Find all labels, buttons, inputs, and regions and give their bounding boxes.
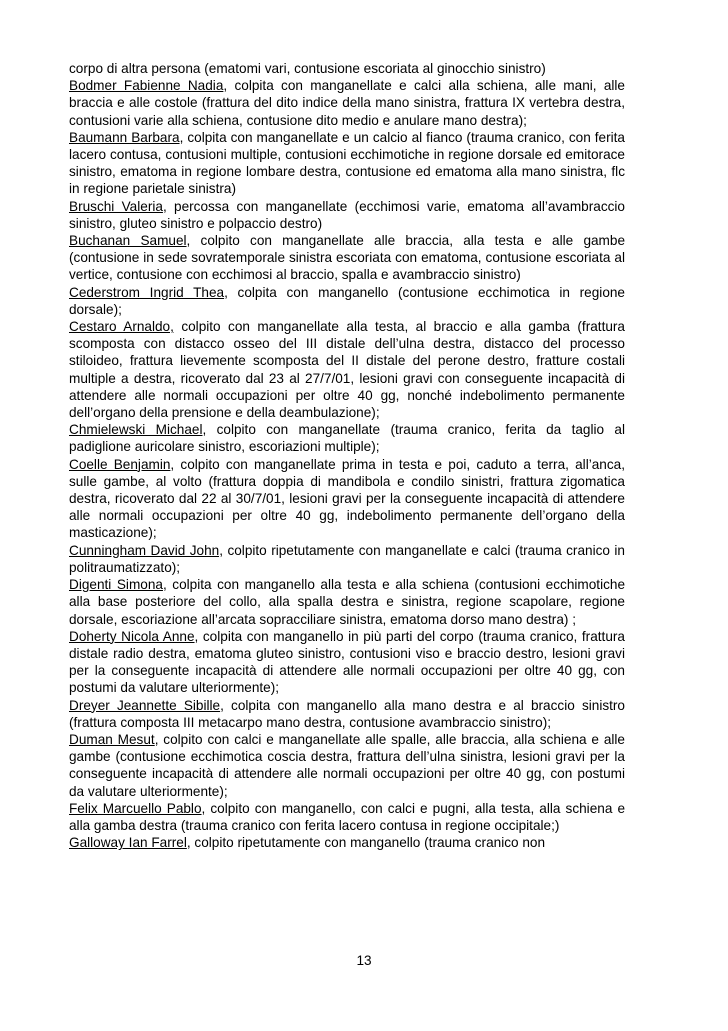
victim-name: Cestaro Arnaldo,: [69, 319, 174, 335]
injury-description: , colpita con manganello in più parti del corpo (trauma cranico, frattura distale radio destra, ematoma gluteo sinistro, contusioni viso e braccio destro, lesioni gravi per la conseguente incapacità di attendere alle normali occupazioni per oltre 40 gg, con postumi da valutare ulteriormente);: [69, 628, 625, 696]
victim-entry: [69, 456, 625, 542]
victim-entry: [69, 628, 625, 697]
victim-entry: [69, 232, 625, 284]
victim-entry: [69, 318, 625, 421]
victim-name: Bodmer Fabienne Nadia: [69, 78, 224, 94]
injury-description: colpito ripetutamente con manganellate e calci (trauma cranico in politraumatizzato);: [69, 542, 625, 575]
injury-description: , percossa con manganellate (ecchimosi varie, ematoma all’avambraccio sinistro, gluteo sinistro e polpaccio destro): [69, 198, 625, 231]
injury-description: , colpito con manganello, con calci e pugni, alla testa, alla schiena e alla gamba destra (trauma cranico con ferita lacero contusa in regione occipitale;): [69, 800, 625, 833]
victim-name: Chmielewski Michael: [69, 422, 203, 438]
injury-description: , colpita con manganellate e calci alla schiena, alle mani, alle braccia e alle costole (frattura del dito indice della mano sinistra, frattura IX vertebra destra, contusioni varie alla schiena, contusione dito medio e anulare mano destra);: [69, 78, 625, 128]
injury-description: , colpita con manganello (contusione ecchimotica in regione dorsale);: [69, 284, 625, 317]
victim-name: Bruschi Valeria: [69, 198, 163, 214]
injury-description: , colpita con manganello alla testa e alla schiena (contusioni ecchimotiche alla base posteriore del collo, alla spalla destra e sinistra, regione scapolare, regione dorsale, escoriazione all’arcata sopracciliare sinistra, ematoma dorso mano destra) ;: [69, 577, 626, 627]
victim-name: Coelle Benjamin: [69, 456, 171, 472]
injury-description: , colpita con manganellate e un calcio al fianco (trauma cranico, con ferita lacero contusa, contusioni multiple, contusioni ecchimotiche in regione dorsale ed emitorace sinistro, ematoma in regione lombare destra, contusione ed ematoma alla mano sinistra, flc in regione parietale sinistra): [69, 129, 625, 197]
injury-description: , colpito con calci e manganellate alle spalle, alle braccia, alla schiena e alle gambe (contusione ecchimotica coscia destra, frattura dell’ulna sinistra, lesioni gravi per la conseguente incapacità di attendere alle normali occupazioni per oltre 40 gg, con postumi da valutare ulteriormente);: [69, 731, 625, 799]
victim-name: Cunningham David John,: [69, 542, 223, 558]
injury-description: , colpito con manganellate alle braccia, alla testa e alle gambe (contusione in sede sovratemporale sinistra escoriata con ematoma, contusione escoriata al vertice, contusione con ecchimosi al braccio, spalla e avambraccio sinistro): [69, 233, 626, 283]
victim-name: Duman Mesut: [69, 731, 155, 747]
victim-name: Buchanan Samuel: [69, 233, 187, 249]
victim-entry: [69, 731, 625, 800]
victim-name: Baumann Barbara: [69, 129, 180, 145]
victim-entry: [69, 77, 625, 129]
lead-text: corpo di altra persona (ematomi vari, contusione escoriata al ginocchio sinistro): [69, 61, 546, 76]
injury-description: , colpito con manganellate (trauma cranico, ferita da taglio al padiglione auricolare sinistro, escoriazioni multiple);: [69, 422, 625, 455]
document-body: [69, 60, 625, 851]
victim-name: Galloway Ian Farrel: [69, 835, 187, 851]
victim-entry: [69, 129, 625, 198]
victim-entry: [69, 421, 625, 455]
victim-entry: [69, 284, 625, 318]
victim-entry: [69, 576, 625, 628]
injury-description: , colpita con manganello alla mano destra e al braccio sinistro (frattura composta III metacarpo mano destra, contusione avambraccio sinistro);: [69, 697, 625, 730]
victim-name: Dreyer Jeannette Sibille: [69, 697, 221, 713]
victim-list: [69, 77, 625, 851]
injury-description: , colpito con manganellate prima in testa e poi, caduto a terra, all’anca, sulle gambe, al volto (frattura doppia di mandibola e condilo sinistri, frattura zigomatica destra, ricoverato dal 22 al 30/7/01, lesioni gravi per la conseguente incapacità di attendere alle normali occupazioni per oltre 40 gg, indebolimento permanente dell’organo della masticazione);: [69, 456, 625, 541]
injury-description: colpito con manganellate alla testa, al braccio e alla gamba (frattura scomposta con distacco osseo del III distale dell’ulna destra, distacco del processo stiloideo, frattura lievemente scomposta del II distale del perone destro, fratture costali multiple a destra, ricoverato dal 23 al 27/7/01, lesioni gravi con conseguente incapacità di attendere alle normali occupazioni per oltre 40 gg, nonché indebolimento permanente dell’organo della prensione e della deambulazione);: [69, 319, 625, 421]
victim-name: Felix Marcuello Pablo: [69, 800, 202, 816]
lead-paragraph: [69, 60, 625, 77]
victim-entry: [69, 834, 625, 851]
victim-entry: [69, 697, 625, 731]
victim-entry: [69, 542, 625, 576]
page-number: 13: [356, 953, 372, 968]
injury-description: , colpito ripetutamente con manganello (trauma cranico non: [186, 835, 546, 851]
victim-entry: [69, 800, 625, 834]
victim-name: Cederstrom Ingrid Thea: [69, 284, 225, 300]
victim-name: Digenti Simona: [69, 577, 163, 593]
victim-entry: [69, 198, 625, 232]
victim-name: Doherty Nicola Anne: [69, 628, 195, 644]
